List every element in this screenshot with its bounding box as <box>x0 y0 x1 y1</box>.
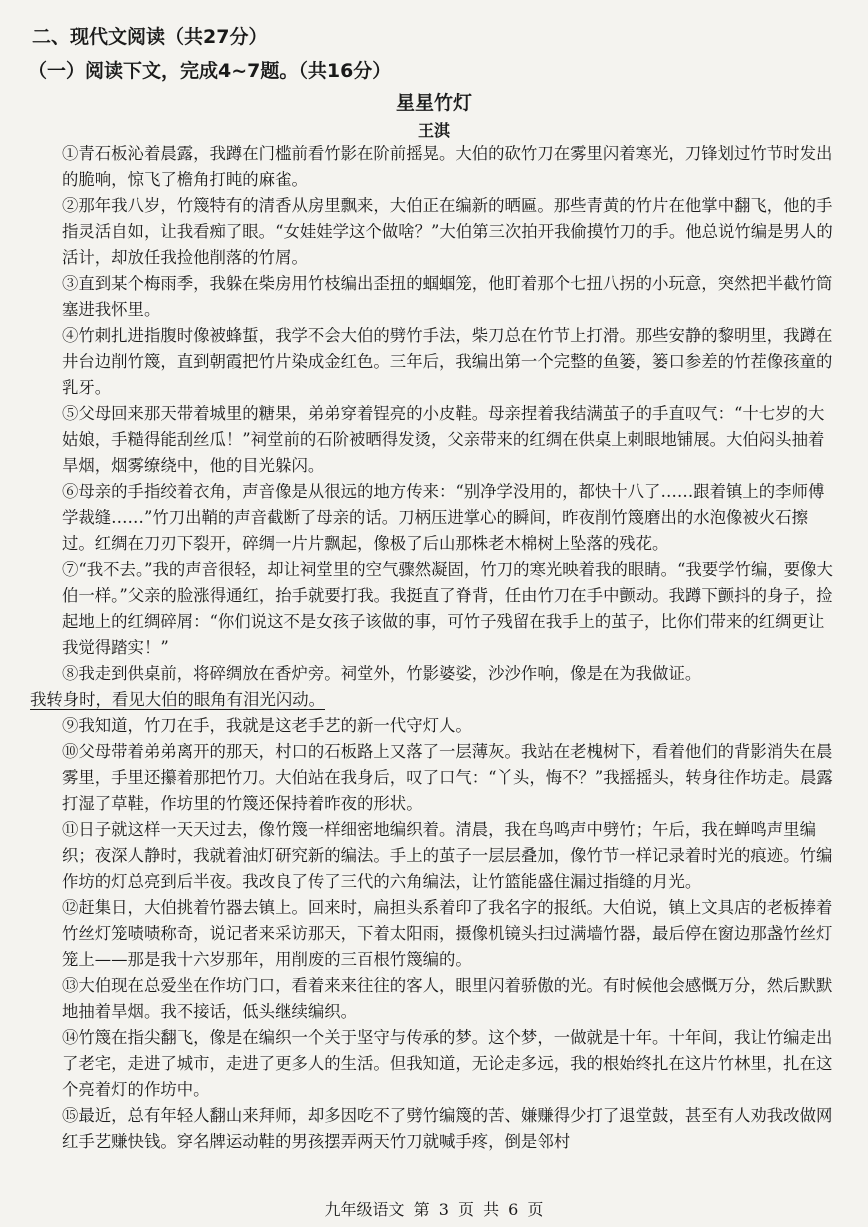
article-author: 王淇 <box>417 121 450 140</box>
page-footer: 九年级语文 第 3 页 共 6 页 <box>324 1200 544 1219</box>
paragraph-11: ⑪日子就这样一天天过去，像竹篾一样细密地编织着。清晨，我在鸟鸣声中劈竹；午后，我在蝉鸣声里编织；夜深人静时，我就着油灯研究新的编法。手上的茧子一层层叠加，像竹节一样记录着时光的痕迹。竹编作坊的灯总亮到后半夜。我改良了传了三代的六角编法，让竹篮能盛住漏过指缝的月光。 <box>62 820 833 891</box>
paragraph-1: ①青石板沁着晨露，我蹲在门槛前看竹影在阶前摇晃。大伯的砍竹刀在雾里闪着寒光，刀锋划过竹节时发出的脆响，惊飞了檐角打盹的麻雀。 <box>62 144 833 189</box>
paragraph-9: ⑨我知道，竹刀在手，我就是这老手艺的新一代守灯人。 <box>62 716 472 735</box>
paragraph-4: ④竹刺扎进指腹时像被蜂蜇，我学不会大伯的劈竹手法，柴刀总在竹节上打滑。那些安静的黎明里，我蹲在井台边削竹篾，直到朝霞把竹片染成金红色。三年后，我编出第一个完整的鱼篓，篓口参差的竹茬像孩童的乳牙。 <box>62 326 833 397</box>
paragraph-7: ⑦“我不去。”我的声音很轻，却让祠堂里的空气骤然凝固，竹刀的寒光映着我的眼睛。“我要学竹编，要像大伯一样。”父亲的脸涨得通红，抬手就要打我。我挺直了脊背，任由竹刀在手中颤动。我蹲下颤抖的身子，捡起地上的红绸碎屑：“你们说这不是女孩子该做的事，可竹子残留在我手上的茧子，比你们带来的红绸更让我觉得踏实！” <box>62 560 833 657</box>
paragraph-15: ⑮最近，总有年轻人翻山来拜师，却多因吃不了劈竹编篾的苦、嫌赚得少打了退堂鼓，甚至有人劝我改做网红手艺赚快钱。穿名牌运动鞋的男孩摆弄两天竹刀就喊手疼，倒是邻村 <box>62 1106 833 1151</box>
paragraph-12: ⑫赶集日，大伯挑着竹器去镇上。回来时，扁担头系着印了我名字的报纸。大伯说，镇上文具店的老板捧着竹丝灯笼啧啧称奇，说记者来采访那天，下着太阳雨，摄像机镜头扫过满墙竹器，最后停在窗边那盏竹丝灯笼上——那是我十六岁那年，用削废的三百根竹篾编的。 <box>62 898 833 969</box>
paragraph-10: ⑩父母带着弟弟离开的那天，村口的石板路上又落了一层薄灰。我站在老槐树下，看着他们的背影消失在晨雾里，手里还攥着那把竹刀。大伯站在我身后，叹了口气：“丫头，悔不？”我摇摇头，转身往作坊走。晨露打湿了草鞋，作坊里的竹篾还保持着昨夜的形状。 <box>62 742 833 813</box>
article-title: 星星竹灯 <box>395 92 472 114</box>
paragraph-14: ⑭竹篾在指尖翻飞，像是在编织一个关于坚守与传承的梦。这个梦，一做就是十年。十年间，我让竹编走出了老宅，走进了城市，走进了更多人的生活。但我知道，无论走多远，我的根始终扎在这片竹林里，扎在这个亮着灯的作坊中。 <box>62 1028 833 1099</box>
paragraph-6: ⑥母亲的手指绞着衣角，声音像是从很远的地方传来：“别净学没用的，都快十八了……跟着镇上的李师傅学裁缝……”竹刀出鞘的声音截断了母亲的话。刀柄压进掌心的瞬间，昨夜削竹篾磨出的水泡像被火石擦过。红绸在刀刃下裂开，碎绸一片片飘起，像极了后山那株老木棉树上坠落的残花。 <box>62 482 825 553</box>
underlined-sentence: 我转身时，看见大伯的眼角有泪光闪动。 <box>30 690 326 709</box>
paragraph-8: ⑧我走到供桌前，将碎绸放在香炉旁。祠堂外，竹影婆娑，沙沙作响，像是在为我做证。 <box>62 664 702 683</box>
paragraph-3: ③直到某个梅雨季，我躲在柴房用竹枝编出歪扭的蝈蝈笼，他盯着那个七扭八拐的小玩意，突然把半截竹筒塞进我怀里。 <box>62 274 833 319</box>
paragraph-2: ②那年我八岁，竹篾特有的清香从房里飘来，大伯正在编新的晒匾。那些青黄的竹片在他掌中翻飞，他的手指灵活自如，让我看痴了眼。“女娃娃学这个做啥？”大伯第三次拍开我偷摸竹刀的手。他总说竹编是男人的活计，却放任我捡他削落的竹屑。 <box>62 196 833 267</box>
paragraph-13: ⑬大伯现在总爱坐在作坊门口，看着来来往往的客人，眼里闪着骄傲的光。有时候他会感慨万分，然后默默地抽着旱烟。我不接话，低头继续编织。 <box>62 976 833 1021</box>
article-body <box>30 141 836 1155</box>
subsection-heading: （一）阅读下文，完成4~7题。（共16分） <box>28 60 392 82</box>
section-heading: 二、现代文阅读（共27分） <box>32 26 268 48</box>
paragraph-8-underlined-line <box>30 687 836 713</box>
paragraph-5: ⑤父母回来那天带着城里的糖果，弟弟穿着锃亮的小皮鞋。母亲捏着我结满茧子的手直叹气：“十七岁的大姑娘，手糙得能刮丝瓜！”祠堂前的石阶被晒得发烫，父亲带来的红绸在供桌上刺眼地铺展。大伯闷头抽着旱烟，烟雾缭绕中，他的目光躲闪。 <box>62 404 825 475</box>
